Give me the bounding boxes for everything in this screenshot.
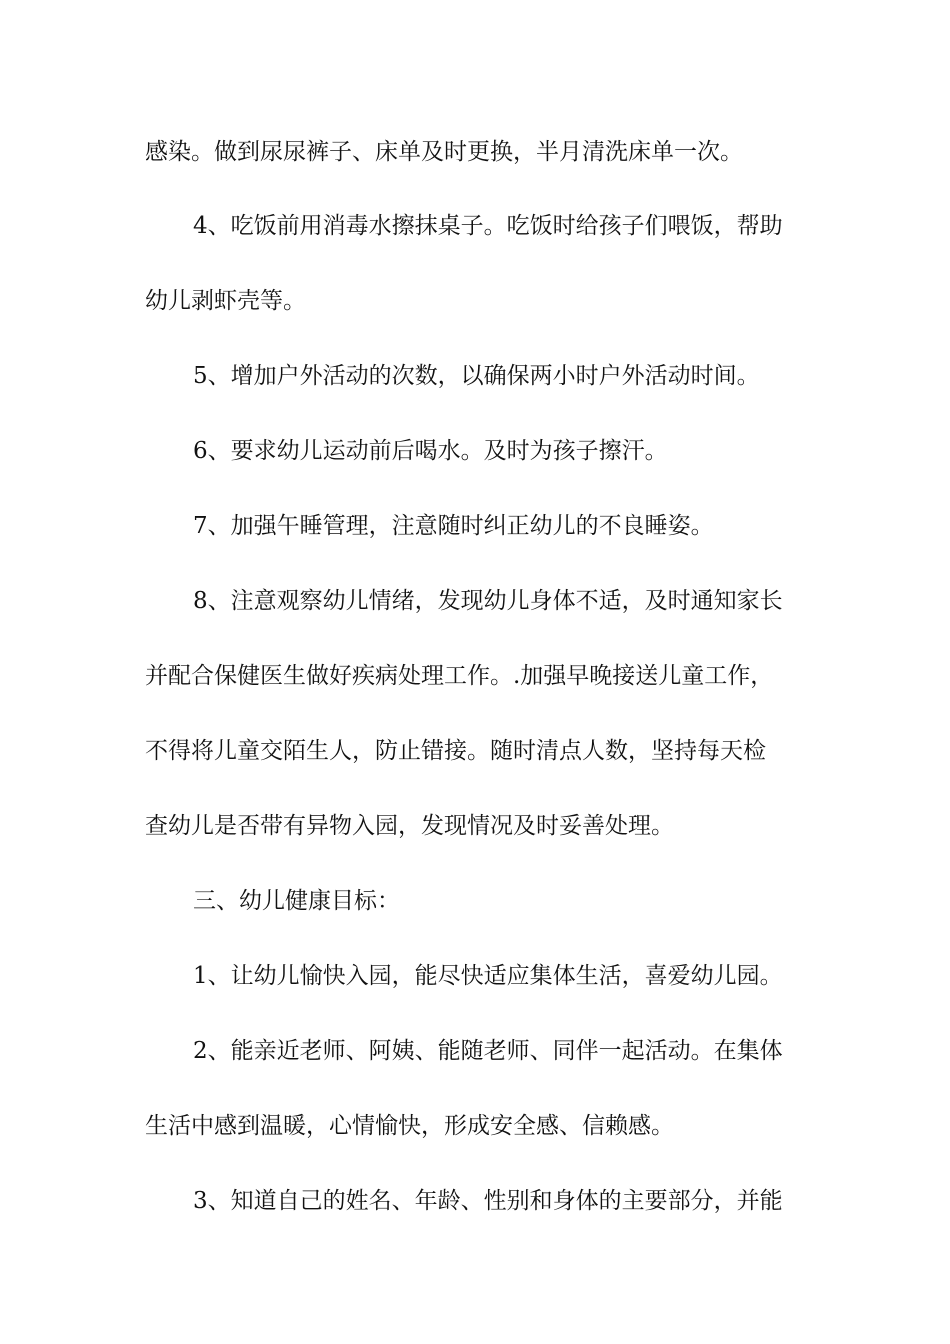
text-line-12: 1、让幼儿愉快入园，能尽快适应集体生活，喜爱幼儿园。 <box>193 963 783 989</box>
text-line-4: 5、增加户外活动的次数，以确保两小时户外活动时间。 <box>193 363 760 389</box>
text-line-5: 6、要求幼儿运动前后喝水。及时为孩子擦汗。 <box>193 438 668 464</box>
text-line-13: 2、能亲近老师、阿姨、能随老师、同伴一起活动。在集体 <box>193 1038 783 1064</box>
text-line-15: 3、知道自己的姓名、年龄、性别和身体的主要部分，并能 <box>193 1188 783 1214</box>
text-line-6: 7、加强午睡管理，注意随时纠正幼儿的不良睡姿。 <box>193 513 714 539</box>
text-line-14: 生活中感到温暖，心情愉快，形成安全感、信赖感。 <box>145 1113 674 1139</box>
text-line-8: 并配合保健医生做好疾病处理工作。.加强早晚接送儿童工作， <box>145 663 774 689</box>
section-heading: 三、幼儿健康目标： <box>193 888 400 914</box>
text-line-2: 4、吃饭前用消毒水擦抹桌子。吃饭时给孩子们喂饭，帮助 <box>193 213 783 239</box>
text-line-9: 不得将儿童交陌生人，防止错接。随时清点人数，坚持每天检 <box>145 738 766 764</box>
text-line-7: 8、注意观察幼儿情绪，发现幼儿身体不适，及时通知家长 <box>193 588 783 614</box>
text-line-10: 查幼儿是否带有异物入园，发现情况及时妥善处理。 <box>145 813 674 839</box>
text-line-3: 幼儿剥虾壳等。 <box>145 288 306 314</box>
text-line-1: 感染。做到尿尿裤子、床单及时更换，半月清洗床单一次。 <box>145 139 743 165</box>
